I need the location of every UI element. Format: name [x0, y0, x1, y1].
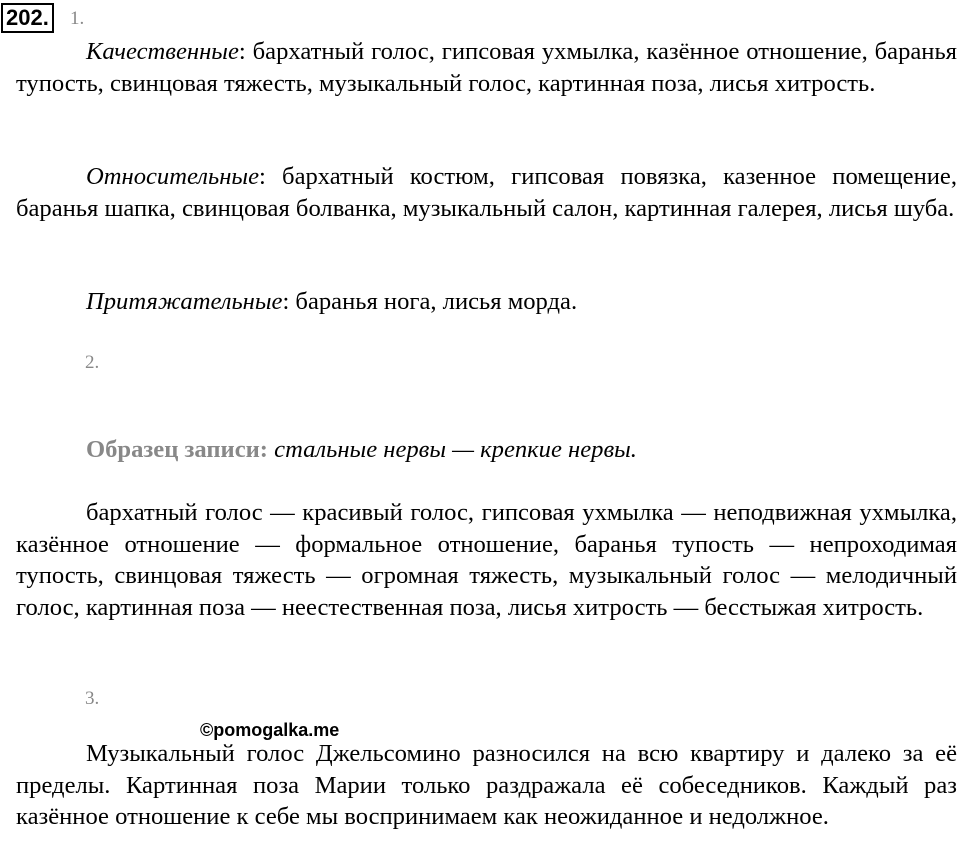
qualitative-text: : бархатный голос, гипсовая ухмылка, казённое отношение, баранья тупость, свинцовая тяжесть, музыкальный голос, картинная поза, лисья хитрость.: [16, 38, 957, 97]
qualitative-label: Качественные: [86, 38, 239, 65]
part-2-answer: бархатный голос — красивый голос, гипсовая ухмылка — неподвижная ухмылка, казённое отношение — формальное отношение, баранья тупость — непроходимая тупость, свинцовая тяжесть — огромная тяжесть, музыкальный голос — мелодичный голос, картинная поза — неестественная поза, лисья хитрость — бесстыжая хитрость.: [16, 499, 957, 621]
possessive-paragraph: [16, 286, 957, 318]
part-3-text: Музыкальный голос Джельсомино разносился на всю квартиру и далеко за её пределы. Картинная поза Марии только раздражала её собеседников. Каждый раз казённое отношение к себе мы воспринимаем как неожиданное и недолжное.: [16, 740, 957, 830]
part-1-number: 1.: [70, 8, 85, 29]
sample-label: Образец записи:: [86, 436, 268, 463]
relative-label: Относительные: [86, 163, 259, 190]
possessive-text: : баранья нога, лисья морда.: [282, 288, 578, 315]
relative-text: : бархатный костюм, гипсовая повязка, казенное помещение, баранья шапка, свинцовая болванка, музыкальный салон, картинная галерея, лисья шуба.: [16, 163, 957, 222]
watermark: ©pomogalka.me: [200, 720, 340, 740]
relative-paragraph: [16, 161, 957, 224]
sample-text: стальные нервы — крепкие нервы.: [268, 436, 637, 463]
qualitative-paragraph: [16, 36, 957, 99]
part-2-number: 2.: [85, 352, 100, 373]
part-3-number: 3.: [85, 688, 100, 709]
task-number: 202.: [1, 3, 54, 33]
possessive-label: Притяжательные: [86, 288, 283, 315]
sample-paragraph: [16, 434, 957, 466]
